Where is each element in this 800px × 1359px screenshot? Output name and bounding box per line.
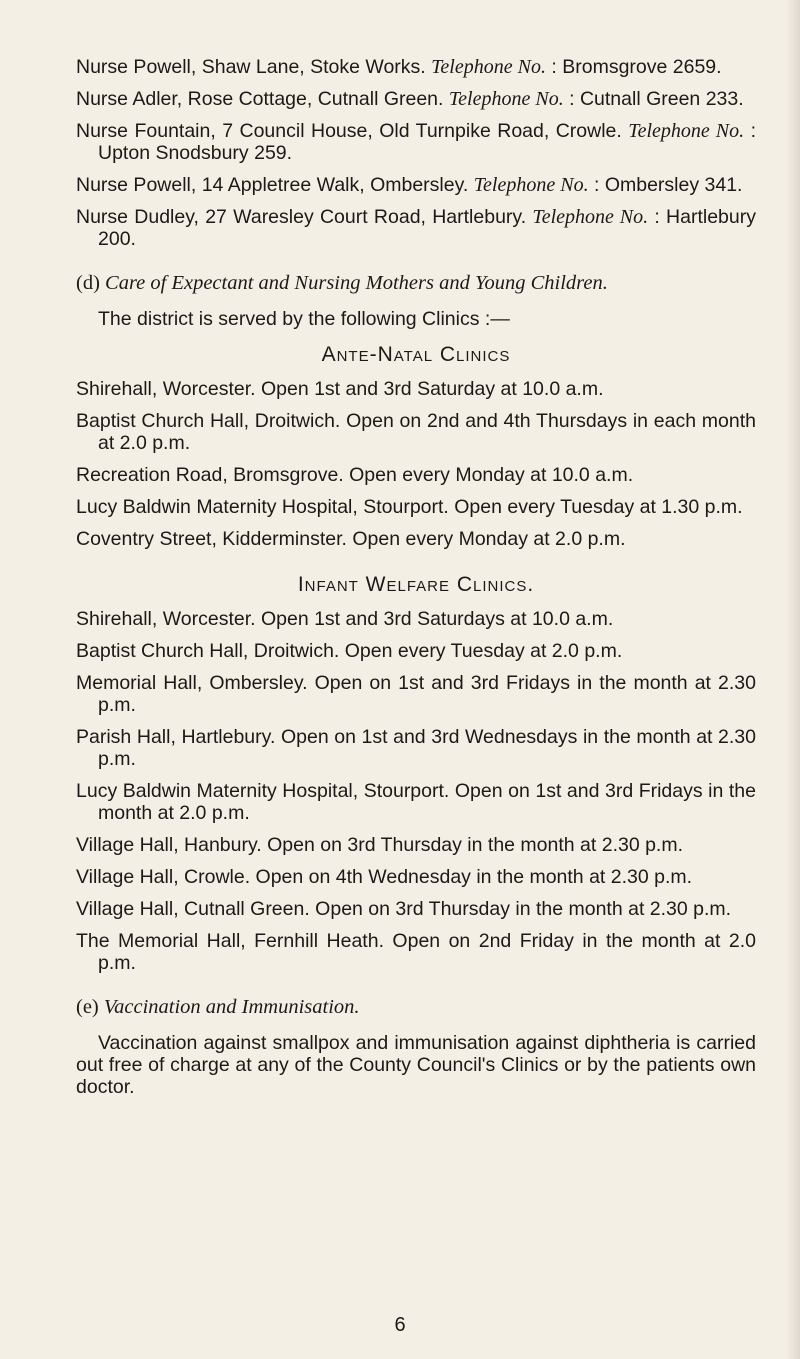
ante-natal-list — [76, 378, 756, 550]
clinic-entry: Village Hall, Crowle. Open on 4th Wednesday in the month at 2.30 p.m. — [76, 866, 693, 888]
nurse-entry: Nurse Adler, Rose Cottage, Cutnall Green. Telephone No. : Cutnall Green 233. — [76, 88, 744, 110]
clinic-entry: Shirehall, Worcester. Open 1st and 3rd Saturday at 10.0 a.m. — [76, 378, 604, 400]
clinic-entry: Village Hall, Cutnall Green. Open on 3rd Thursday in the month at 2.30 p.m. — [76, 898, 732, 920]
nurse-list — [76, 56, 756, 250]
section-d-heading: (d) Care of Expectant and Nursing Mothers and Young Children. — [76, 272, 608, 294]
clinic-entry: Lucy Baldwin Maternity Hospital, Stourport. Open on 1st and 3rd Fridays in the month at 2.0 p.m. — [76, 780, 756, 824]
clinic-entry: Baptist Church Hall, Droitwich. Open every Tuesday at 2.0 p.m. — [76, 640, 623, 662]
scan-shadow — [786, 0, 800, 1359]
section-d-intro: The district is served by the following Clinics :— — [98, 308, 510, 330]
nurse-entry: Nurse Powell, 14 Appletree Walk, Ombersley. Telephone No. : Ombersley 341. — [76, 174, 743, 196]
clinic-entry: Shirehall, Worcester. Open 1st and 3rd Saturdays at 10.0 a.m. — [76, 608, 614, 630]
clinic-entry: Recreation Road, Bromsgrove. Open every Monday at 10.0 a.m. — [76, 464, 634, 486]
clinic-entry: Baptist Church Hall, Droitwich. Open on 2nd and 4th Thursdays in each month at 2.0 p.m. — [76, 410, 756, 454]
document-page — [76, 56, 756, 1098]
infant-welfare-heading: Infant Welfare Clinics. — [297, 573, 535, 596]
section-e-heading: (e) Vaccination and Immunisation. — [76, 996, 360, 1018]
clinic-entry: Coventry Street, Kidderminster. Open every Monday at 2.0 p.m. — [76, 528, 626, 550]
clinic-entry: Lucy Baldwin Maternity Hospital, Stourport. Open every Tuesday at 1.30 p.m. — [76, 496, 743, 518]
infant-welfare-list — [76, 608, 756, 974]
ante-natal-heading: Ante-Natal Clinics — [321, 343, 511, 366]
nurse-entry: Nurse Dudley, 27 Waresley Court Road, Hartlebury. Telephone No. : Hartlebury 200. — [76, 206, 756, 250]
clinic-entry: Village Hall, Hanbury. Open on 3rd Thursday in the month at 2.30 p.m. — [76, 834, 684, 856]
clinic-entry: Memorial Hall, Ombersley. Open on 1st and 3rd Fridays in the month at 2.30 p.m. — [76, 672, 756, 716]
section-e-paragraph: Vaccination against smallpox and immunisation against diphtheria is carried out free of charge at any of the County Council's Clinics or by the patients own doctor. — [76, 1032, 756, 1098]
clinic-entry: The Memorial Hall, Fernhill Heath. Open on 2nd Friday in the month at 2.0 p.m. — [76, 930, 756, 974]
nurse-entry: Nurse Powell, Shaw Lane, Stoke Works. Telephone No. : Bromsgrove 2659. — [76, 56, 722, 78]
nurse-entry: Nurse Fountain, 7 Council House, Old Turnpike Road, Crowle. Telephone No. : Upton Snodsbury 259. — [76, 120, 756, 164]
clinic-entry: Parish Hall, Hartlebury. Open on 1st and 3rd Wednesdays in the month at 2.30 p.m. — [76, 726, 756, 770]
page-number: 6 — [394, 1314, 406, 1336]
